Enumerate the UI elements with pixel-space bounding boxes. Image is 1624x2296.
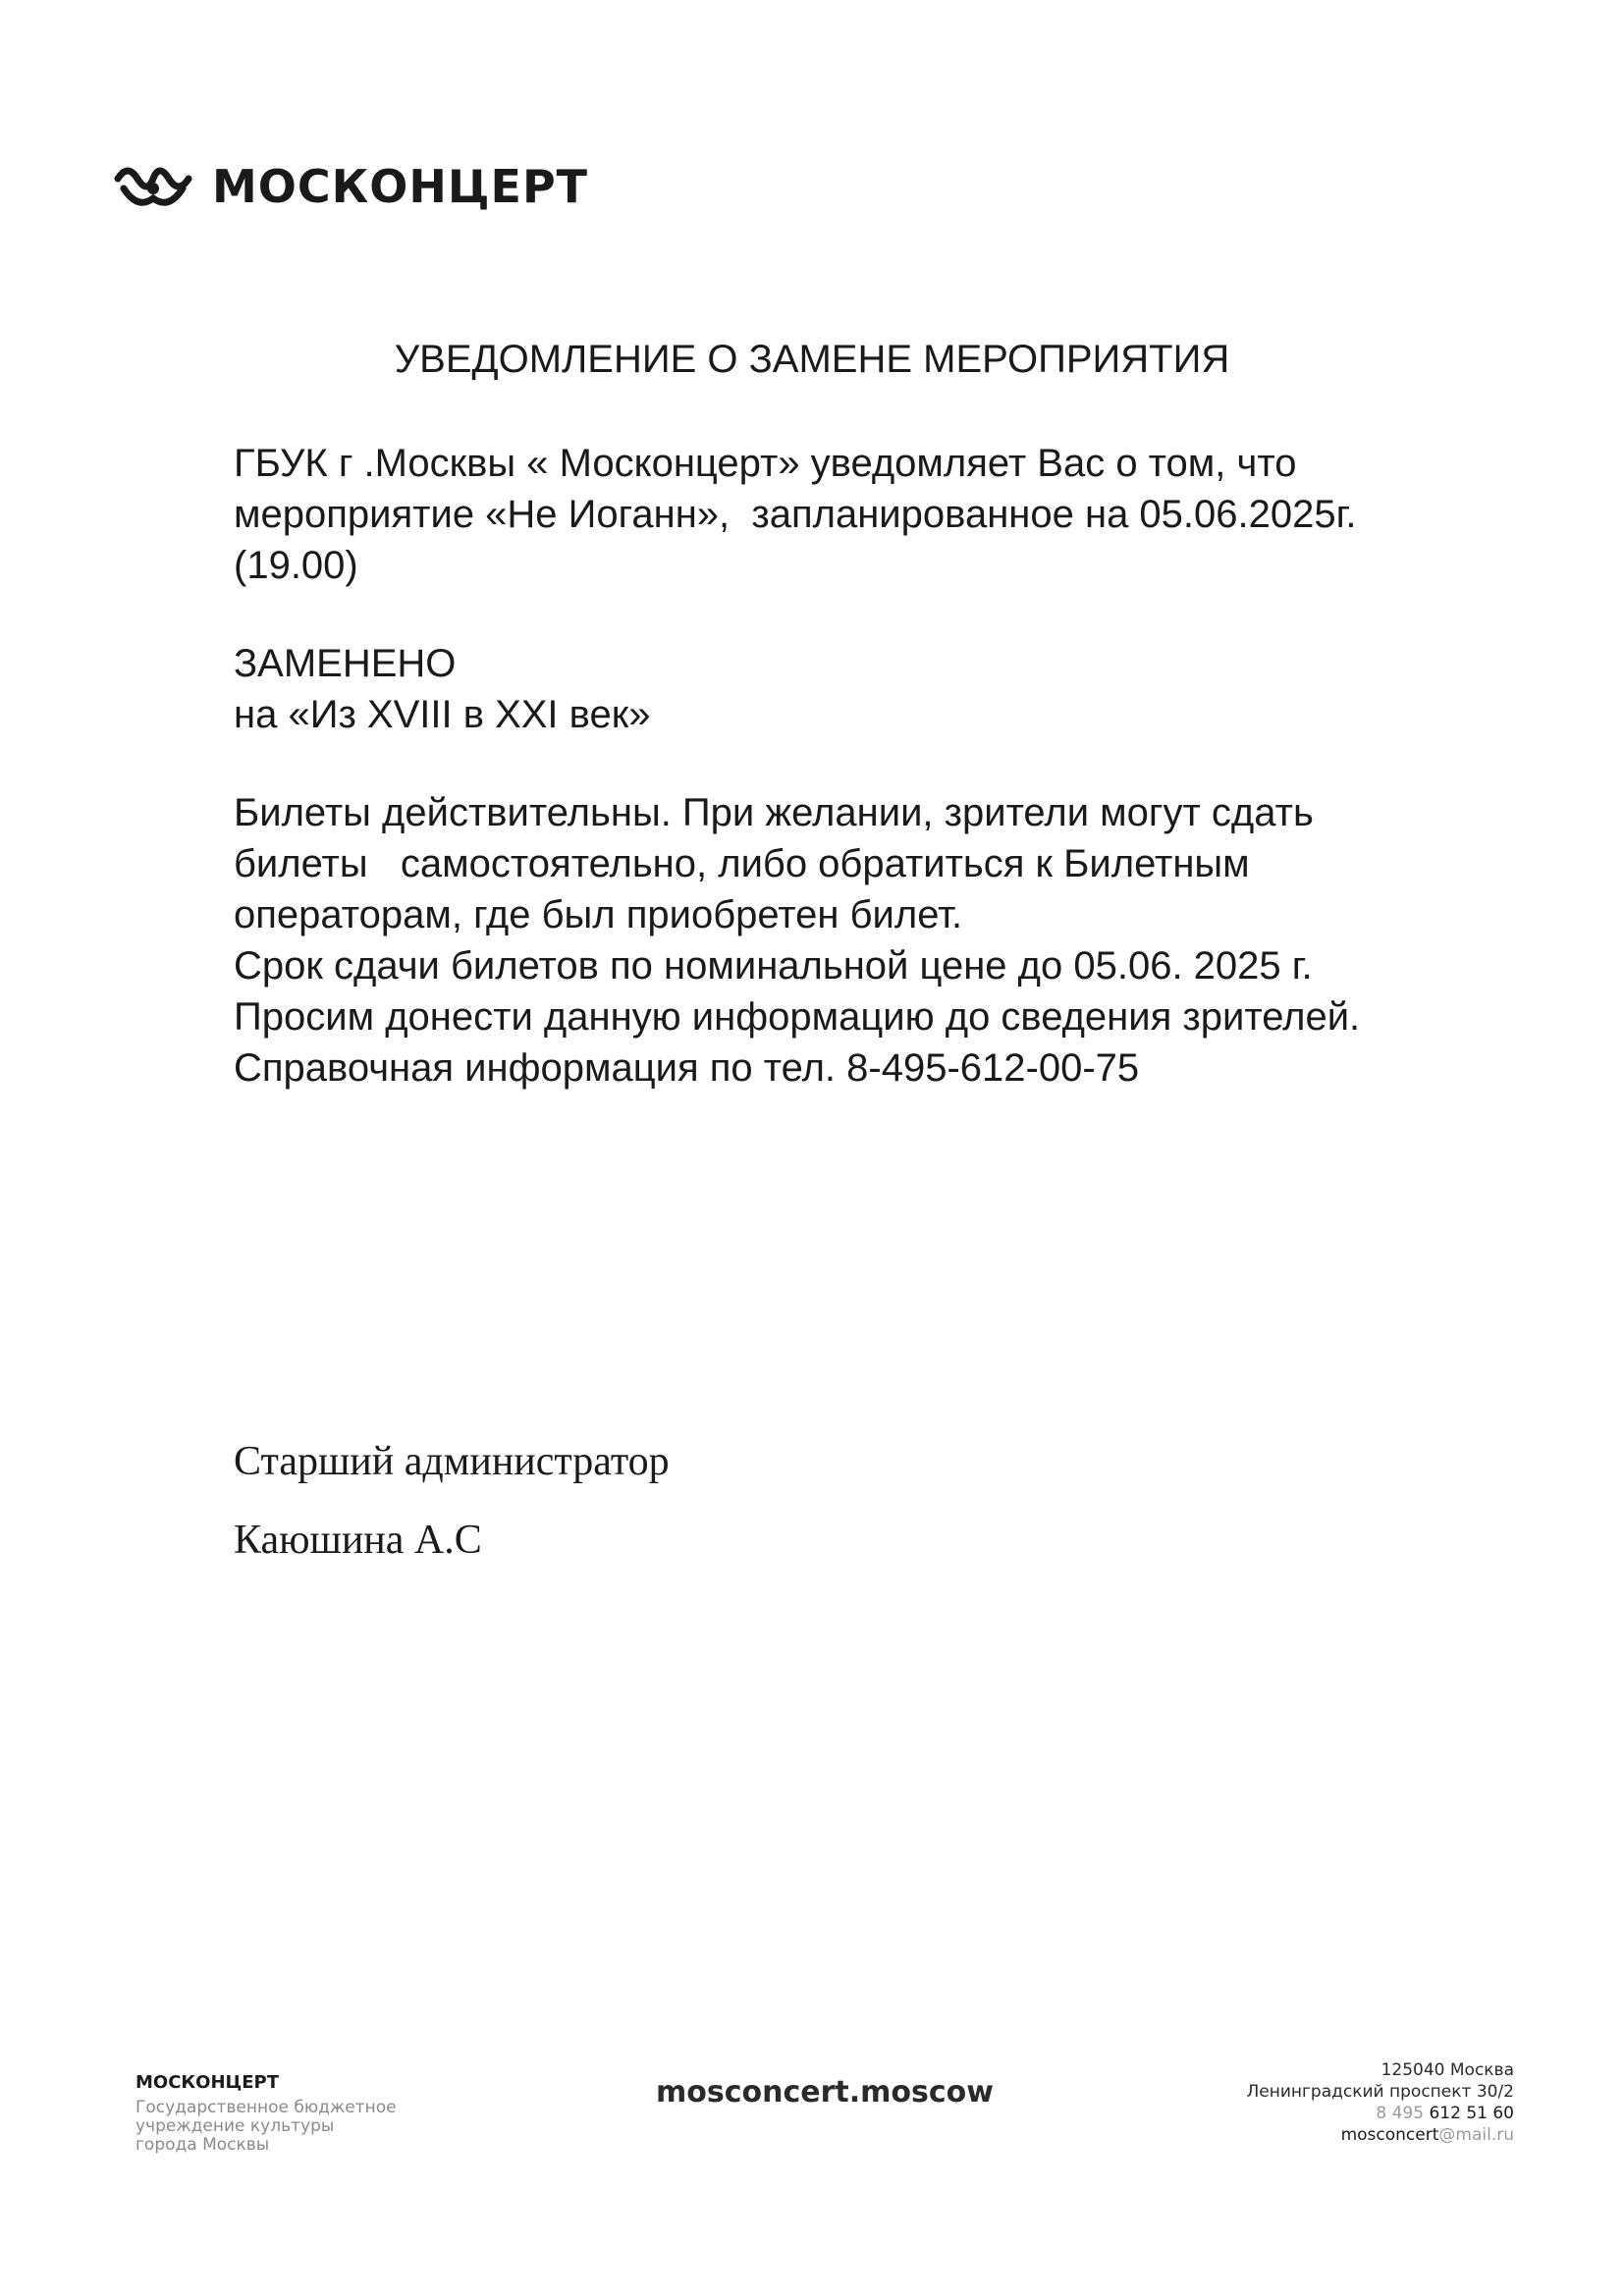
footer-org-name: МОСКОНЦЕРТ (135, 2072, 279, 2093)
footer-email[interactable] (1246, 2124, 1514, 2146)
footer-website-link[interactable]: mosconcert.moscow (656, 2075, 994, 2109)
footer-phone-prefix: 8 495 (1376, 2104, 1425, 2123)
footer-address-street: Ленинградский проспект 30/2 (1246, 2082, 1514, 2102)
logo-text: МОСКОНЦЕРТ (212, 160, 589, 213)
footer-org-description: Государственное бюджетное учреждение культуры города Москвы (135, 2098, 397, 2155)
notice-paragraph: ГБУК г .Москвы « Москонцерт» уведомляет Вас о том, что мероприятие «Не Иоганн», запланированное на 05.06.2025г. (19.00) (234, 442, 1357, 587)
footer-contacts (1246, 2059, 1514, 2146)
replacement-paragraph: ЗАМЕНЕНО на «Из XVIII в XXI век» (234, 642, 651, 736)
document-title: УВЕДОМЛЕНИЕ О ЗАМЕНЕ МЕРОПРИЯТИЯ (394, 338, 1230, 381)
footer-organization (135, 2071, 397, 2155)
mosconcert-logo-icon (114, 159, 192, 214)
footer-email-user: mosconcert (1340, 2125, 1439, 2145)
tickets-paragraph: Билеты действительны. При желании, зрители могут сдать билеты самостоятельно, либо обратиться к Билетным операторам, где был приобретен билет. Срок сдачи билетов по номинальной цене до 05.06. 2025 г. Просим донести данную информацию до сведения зрителей. Справочная информация по тел. 8-495-612-00-75 (234, 791, 1361, 1090)
footer-phone[interactable] (1246, 2103, 1514, 2124)
header-logo (114, 157, 588, 216)
footer-address-city: 125040 Москва (1380, 2060, 1514, 2080)
footer-email-domain: @mail.ru (1438, 2125, 1514, 2145)
footer-phone-number: 612 51 60 (1429, 2104, 1514, 2123)
signature-position: Старший администратор (234, 1439, 670, 1484)
signature-name: Каюшина А.С (234, 1518, 482, 1563)
